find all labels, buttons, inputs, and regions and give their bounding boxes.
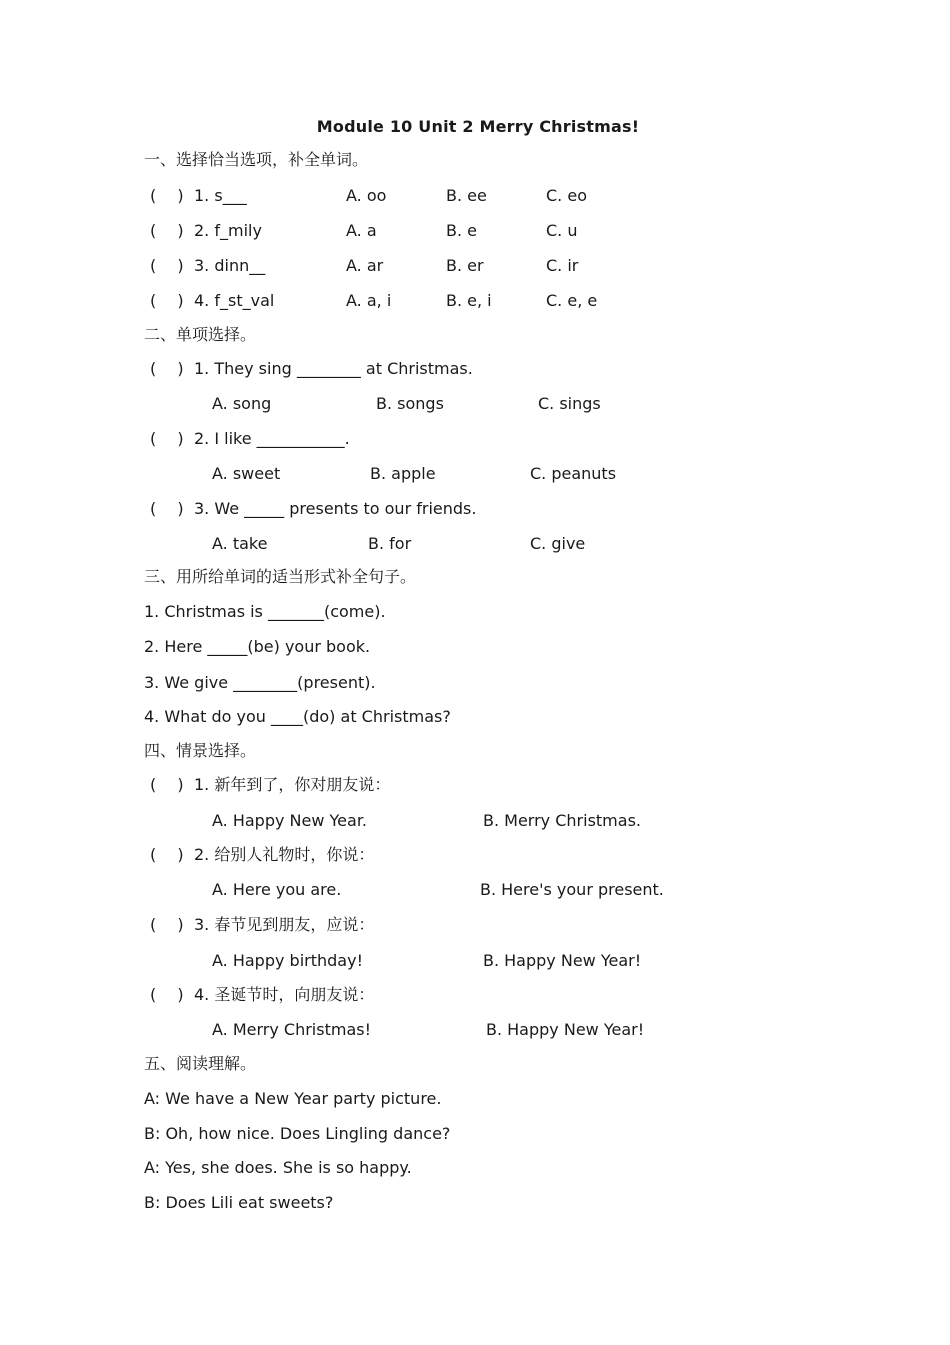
dialogue-line-2: B: Oh, how nice. Does Lingling dance? [144, 1124, 451, 1143]
option-a: A. oo [346, 186, 387, 205]
option-b: B. er [446, 256, 484, 275]
option-b: B. songs [376, 394, 444, 413]
option-a: A. Merry Christmas! [212, 1020, 371, 1039]
dialogue-line-1: A: We have a New Year party picture. [144, 1089, 442, 1108]
answer-blank[interactable]: ( ) [150, 845, 184, 864]
option-c: C. ir [546, 256, 579, 275]
question-stem: 3. We _____ presents to our friends. [194, 499, 477, 518]
option-b: B. Happy New Year! [486, 1020, 645, 1039]
option-a: A. Happy New Year. [212, 811, 368, 830]
option-b: B. Merry Christmas. [483, 811, 641, 830]
question-stem: 2. f_mily [194, 221, 262, 240]
fill-sentence-3: 3. We give ________(present). [144, 673, 376, 692]
option-b: B. ee [446, 186, 487, 205]
question-stem: 1. s___ [194, 186, 247, 205]
section4-heading: 四、情景选择。 [144, 741, 257, 760]
option-b: B. e [446, 221, 477, 240]
option-a: A. song [212, 394, 272, 413]
answer-blank[interactable]: ( ) [150, 985, 184, 1004]
option-c: C. sings [538, 394, 601, 413]
answer-blank[interactable]: ( ) [150, 256, 184, 275]
option-a: A. a, i [346, 291, 392, 310]
dialogue-line-4: B: Does Lili eat sweets? [144, 1193, 334, 1212]
section1-heading: 一、选择恰当选项，补全单词。 [144, 150, 369, 169]
option-c: C. e, e [546, 291, 598, 310]
answer-blank[interactable]: ( ) [150, 915, 184, 934]
answer-blank[interactable]: ( ) [150, 359, 184, 378]
question-stem: 4. 圣诞节时，向朋友说： [194, 985, 375, 1004]
question-stem: 2. 给别人礼物时，你说： [194, 845, 375, 864]
answer-blank[interactable]: ( ) [150, 291, 184, 310]
option-b: B. for [368, 534, 412, 553]
fill-sentence-1: 1. Christmas is _______(come). [144, 602, 386, 621]
option-c: C. give [530, 534, 586, 553]
answer-blank[interactable]: ( ) [150, 221, 184, 240]
option-a: A. a [346, 221, 377, 240]
answer-blank[interactable]: ( ) [150, 775, 184, 794]
fill-sentence-2: 2. Here _____(be) your book. [144, 637, 371, 656]
option-a: A. sweet [212, 464, 281, 483]
question-stem: 3. 春节见到朋友，应说： [194, 915, 375, 934]
option-c: C. eo [546, 186, 587, 205]
fill-sentence-4: 4. What do you ____(do) at Christmas? [144, 707, 451, 726]
answer-blank[interactable]: ( ) [150, 499, 184, 518]
section2-heading: 二、单项选择。 [144, 325, 257, 344]
option-a: A. take [212, 534, 268, 553]
option-a: A. ar [346, 256, 384, 275]
worksheet-title: Module 10 Unit 2 Merry Christmas! [316, 117, 640, 136]
section5-heading: 五、阅读理解。 [144, 1054, 257, 1073]
dialogue-line-3: A: Yes, she does. She is so happy. [144, 1158, 412, 1177]
option-b: B. Here's your present. [480, 880, 664, 899]
section3-heading: 三、用所给单词的适当形式补全句子。 [144, 567, 417, 586]
option-c: C. peanuts [530, 464, 617, 483]
question-stem: 1. 新年到了，你对朋友说： [194, 775, 391, 794]
answer-blank[interactable]: ( ) [150, 429, 184, 448]
question-stem: 1. They sing ________ at Christmas. [194, 359, 473, 378]
answer-blank[interactable]: ( ) [150, 186, 184, 205]
option-b: B. e, i [446, 291, 492, 310]
option-b: B. apple [370, 464, 436, 483]
option-c: C. u [546, 221, 578, 240]
question-stem: 2. I like ___________. [194, 429, 350, 448]
option-b: B. Happy New Year! [483, 951, 642, 970]
question-stem: 4. f_st_val [194, 291, 275, 310]
option-a: A. Here you are. [212, 880, 342, 899]
option-a: A. Happy birthday! [212, 951, 363, 970]
question-stem: 3. dinn__ [194, 256, 266, 275]
